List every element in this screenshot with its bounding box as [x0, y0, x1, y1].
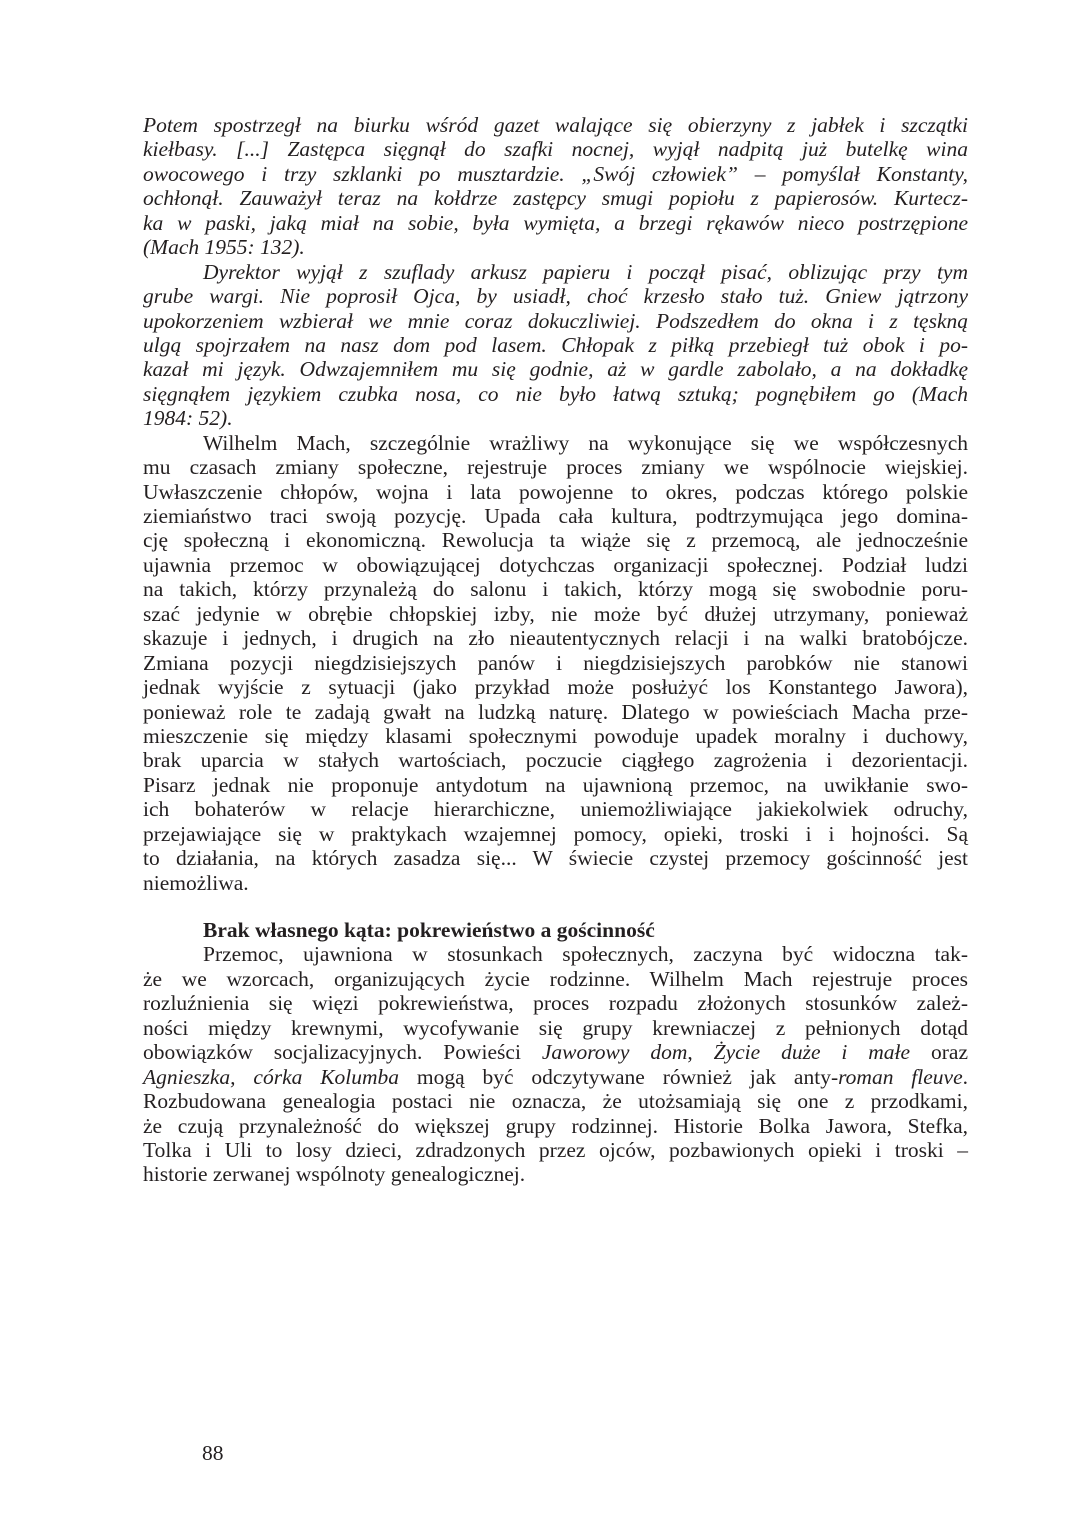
text-line: Dyrektor wyjął z szuflady arkusz papieru i począł pisać, oblizując przy tym	[203, 259, 968, 284]
section-spacer	[143, 895, 968, 918]
text-line: Zmiana pozycji niegdzisiejszych panów i niegdzisiejszych parobków nie stanowi	[143, 650, 968, 675]
text-line: na takich, którzy przynależą do salonu i takich, którzy mogą się swobodnie poru-	[143, 577, 968, 602]
text-line: to działania, na których zasadza się... W świecie czystej przemocy gościnność jest	[143, 846, 968, 871]
text-line: ujawnia przemoc w obowiązującej dotychczas organizacji społecznej. Podział ludzi	[143, 552, 968, 577]
text-line: Potem spostrzegł na biurku wśród gazet walające się obierzyny z jabłek i szczątki	[143, 113, 968, 137]
text-run: mogą być odczytywane również jak anty-	[399, 1064, 839, 1089]
text-line	[143, 1065, 968, 1089]
text-line: Uwłaszczenie chłopów, wojna i lata powojenne to okres, podczas którego polskie	[143, 479, 968, 504]
text-line: ka w paski, jaką miał na sobie, była wymięta, a brzegi rękawów nieco postrzępione	[143, 210, 968, 235]
text-run: ,	[687, 1040, 714, 1065]
text-run: obowiązków socjalizacyjnych. Powieści	[143, 1040, 542, 1065]
text-line: kazał mi język. Odwzajemniłem mu się godnie, aż w gardle zabolało, a na dokładkę	[143, 357, 968, 382]
section-heading: Brak własnego kąta: pokrewieństwo a gościnność	[203, 918, 655, 942]
text-line: niemożliwa.	[143, 870, 249, 895]
text-line: Przemoc, ujawniona w stosunkach społecznych, zaczyna być widoczna tak-	[203, 942, 968, 967]
body-paragraph-social-change	[143, 431, 968, 895]
novel-title-zycie-duze-i-male: Życie duże i małe	[713, 1040, 911, 1065]
text-line: Wilhelm Mach, szczególnie wrażliwy na wykonujące się we współczesnych	[203, 430, 968, 455]
text-line: mu czasach zmiany społeczne, rejestruje proces zmiany we wspólnocie wiejskiej.	[143, 455, 968, 480]
book-page-body	[143, 113, 968, 1187]
text-line: że czują przynależność do większej grupy rodzinnej. Historie Bolka Jawora, Stefka,	[143, 1113, 968, 1138]
text-line: grube wargi. Nie poprosił Ojca, by usiadł, choć krzesło stało tuż. Gniew jątrzony	[143, 284, 968, 309]
text-line: przejawiające się w praktykach wzajemnej pomocy, opieki, troski i i hojności. Są	[143, 821, 968, 846]
text-line: Pisarz jednak nie proponuje antydotum na ujawnioną przemoc, na uwikłanie swo-	[143, 772, 968, 797]
text-line: ochłonął. Zauważył teraz na kołdrze zastępcy smugi popiołu z papierosów. Kurtecz-	[143, 186, 968, 211]
text-line	[143, 1040, 968, 1064]
novel-title-jaworowy-dom: Jaworowy dom	[541, 1040, 688, 1065]
block-quote-mach-1955	[143, 113, 968, 260]
text-line: ich bohaterów w relacje hierarchiczne, uniemożliwiające jakiekolwiek odruchy,	[143, 797, 968, 822]
text-line: upokorzeniem wzbierał we mnie coraz dokuczliwiej. Podszedłem do okna i z tęskną	[143, 308, 968, 333]
text-line: Rozbudowana genealogia postaci nie oznacza, że utożsamiają się one z przodkami,	[143, 1089, 968, 1114]
text-line: (Mach 1955: 132).	[143, 235, 305, 260]
body-paragraph-kinship	[143, 942, 968, 1186]
page-number: 88	[202, 1441, 224, 1465]
text-run: oraz	[910, 1040, 968, 1065]
text-line: że we wzorcach, organizujących życie rodzinne. Wilhelm Mach rejestruje proces	[143, 966, 968, 991]
text-line: 1984: 52).	[143, 406, 233, 431]
text-line: mieszczenie się między klasami społecznymi powoduje upadek moralny i duchowy,	[143, 723, 968, 748]
text-line: ności między krewnymi, wycofywanie się grupy krewniaczej z pełnionych dotąd	[143, 1015, 968, 1040]
text-line: owocowego i trzy szklanki po musztardzie. „Swój człowiek” – pomyślał Konstanty,	[143, 161, 968, 186]
text-line: ziemiaństwo traci swoją pozycję. Upada cała kultura, podtrzymująca jego domina-	[143, 504, 968, 528]
text-line: jednak wyjście z sytuacji (jako przykład może posłużyć los Konstantego Jawora),	[143, 675, 968, 700]
novel-title-agnieszka: Agnieszka, córka Kolumba	[143, 1064, 400, 1089]
text-line: ulgą spojrzałem na nasz dom pod lasem. Chłopak z piłką przebiegł tuż obok i po-	[143, 332, 968, 357]
text-line: ponieważ role te zadają gwałt na ludzką naturę. Dlatego w powieściach Macha prze-	[143, 699, 968, 724]
text-line: sięgnąłem językiem czubka nosa, co nie było łatwą sztuką; pognębiłem go (Mach	[143, 381, 968, 406]
text-run: .	[962, 1064, 969, 1089]
text-line: kiełbasy. [...] Zastępca sięgnął do szafki nocnej, wyjął nadpitą już butelkę wina	[143, 137, 968, 162]
text-line: rozluźnienia się więzi pokrewieństwa, proces rozpadu złożonych stosunków zależ-	[143, 991, 968, 1016]
text-line: skazuje i jednych, i drugich na zło nieautentycznych relacji i na walki bratobójcze.	[143, 626, 968, 651]
block-quote-mach-1984	[143, 260, 968, 431]
text-line: szać jedynie w obrębie chłopskiej izby, nie może być dłużej utrzymany, ponieważ	[143, 601, 968, 626]
text-line: brak uparcia w stałych wartościach, poczucie ciągłego zagrożenia i dezorientacji.	[143, 748, 968, 773]
text-line: cję społeczną i ekonomiczną. Rewolucja ta wiąże się z przemocą, ale jednocześnie	[143, 528, 968, 553]
term-roman-fleuve: roman fleuve	[838, 1064, 963, 1089]
text-line: historie zerwanej wspólnoty genealogicznej.	[143, 1162, 526, 1187]
text-line: Tolka i Uli to losy dzieci, zdradzonych przez ojców, pozbawionych opieki i troski –	[143, 1137, 968, 1162]
